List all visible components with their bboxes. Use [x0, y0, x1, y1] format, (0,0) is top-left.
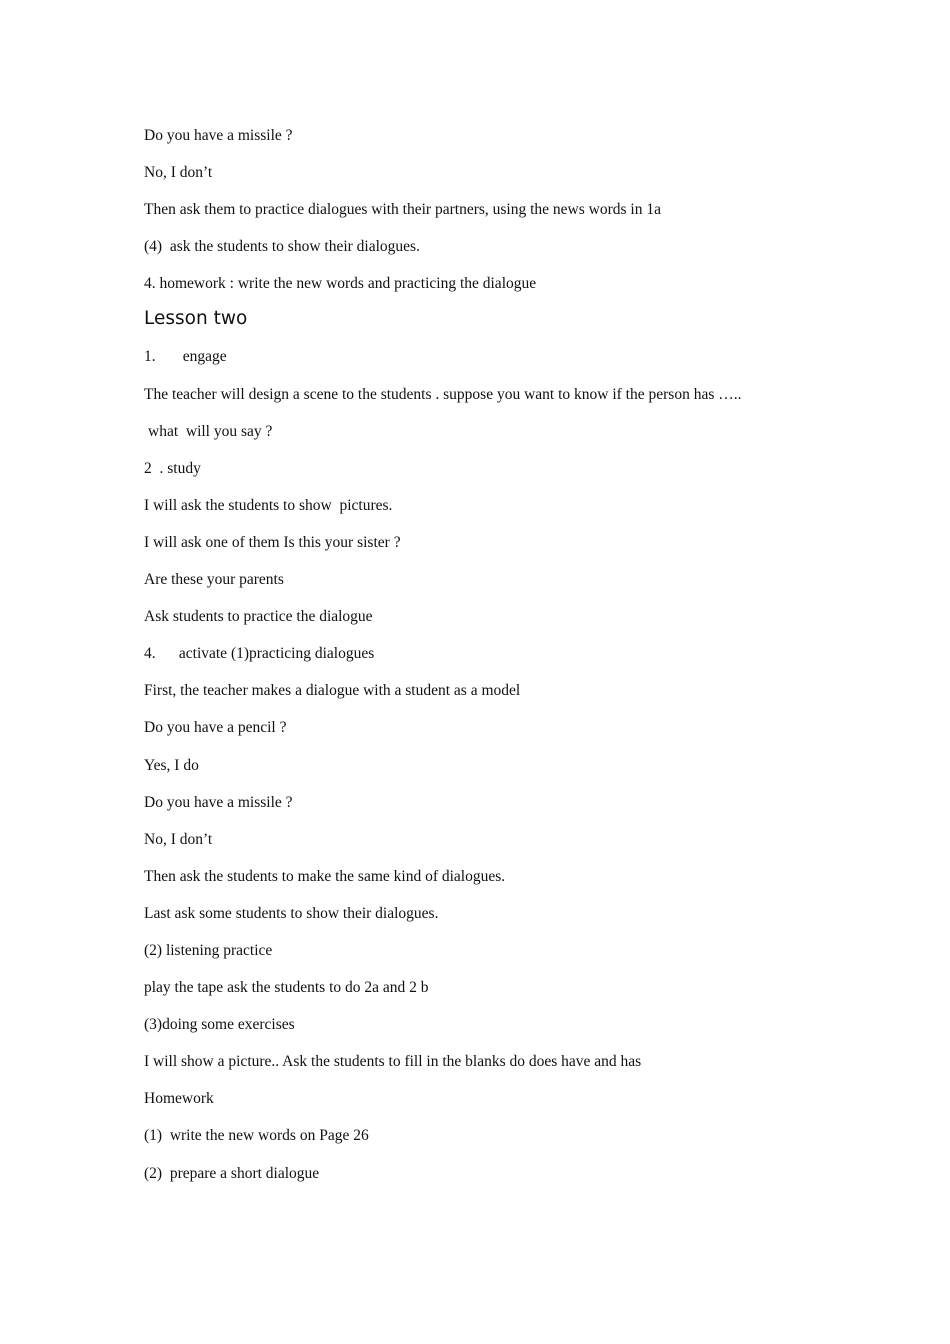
text-line: Then ask the students to make the same kind of dialogues.	[144, 867, 506, 885]
text-line: Are these your parents	[144, 571, 284, 589]
text-line: The teacher will design a scene to the students . suppose you want to know if the person has …..	[144, 385, 742, 403]
text-line: First, the teacher makes a dialogue with a student as a model	[144, 682, 521, 700]
text-line: (2) prepare a short dialogue	[144, 1164, 320, 1182]
text-line: No, I don’t	[144, 830, 213, 848]
text-line: Do you have a missile ?	[144, 793, 293, 811]
text-line: I will show a picture.. Ask the students to fill in the blanks do does have and has	[144, 1053, 642, 1071]
text-line: No, I don’t	[144, 164, 213, 182]
text-line: 2 . study	[144, 459, 201, 477]
text-line: Ask students to practice the dialogue	[144, 608, 373, 626]
text-line: 4. activate (1)practicing dialogues	[144, 645, 375, 663]
section-heading: Lesson two	[144, 308, 248, 330]
text-line: I will ask one of them Is this your sister ?	[144, 533, 401, 551]
text-line: Last ask some students to show their dialogues.	[144, 904, 439, 922]
text-line: what will you say ?	[148, 422, 273, 440]
text-line: (3)doing some exercises	[144, 1016, 295, 1034]
document-body	[144, 126, 834, 1201]
text-line: I will ask the students to show pictures.	[144, 496, 393, 514]
text-line: 4. homework : write the new words and practicing the dialogue	[144, 275, 537, 293]
text-line: 1. engage	[144, 348, 227, 366]
text-line: Do you have a pencil ?	[144, 719, 287, 737]
text-line: Yes, I do	[144, 756, 199, 774]
text-line: Then ask them to practice dialogues with their partners, using the news words in 1a	[144, 201, 661, 219]
text-line: (4) ask the students to show their dialogues.	[144, 238, 420, 256]
text-line: (1) write the new words on Page 26	[144, 1127, 369, 1145]
text-line: (2) listening practice	[144, 941, 273, 959]
text-line: Homework	[144, 1090, 214, 1108]
text-line: play the tape ask the students to do 2a and 2 b	[144, 979, 429, 997]
text-line: Do you have a missile ?	[144, 127, 293, 144]
